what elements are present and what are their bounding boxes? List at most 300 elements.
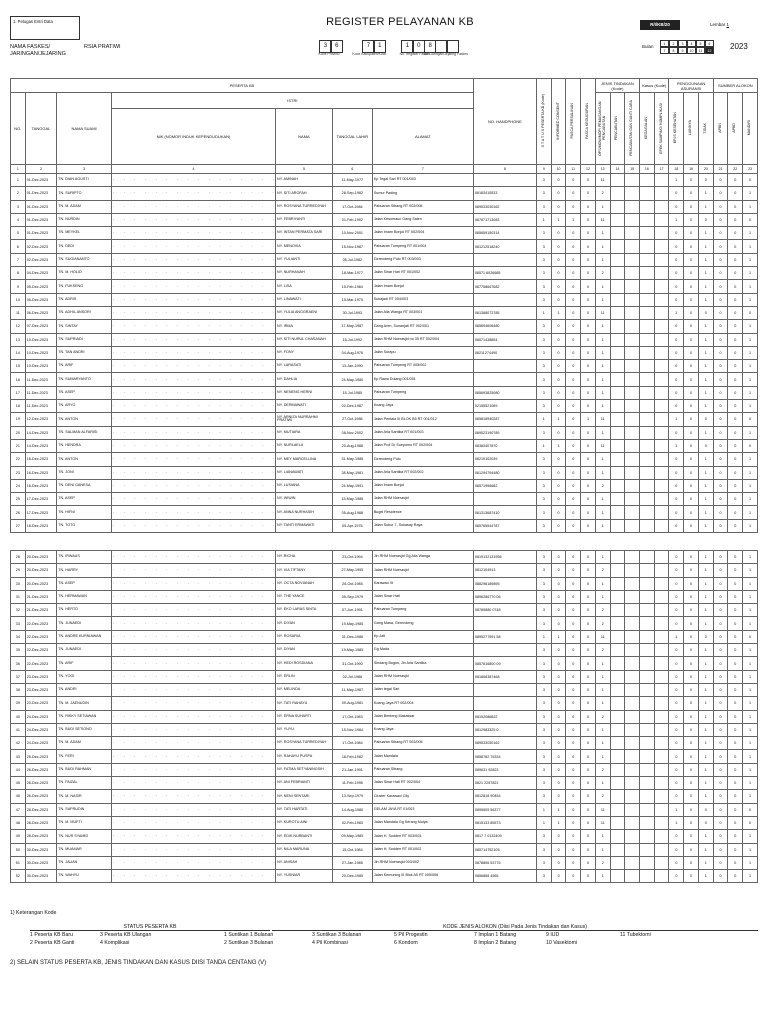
cell-pasca-keguguran: 0 [581, 187, 596, 200]
cell-kegagalan [640, 360, 655, 373]
nik-digit: · [198, 781, 200, 786]
nik-digit: · [208, 324, 211, 329]
cell-tidak: 1 [698, 843, 713, 856]
cell-no: 25 [11, 493, 26, 506]
nik-digit: · [123, 470, 125, 475]
table-row [11, 590, 758, 603]
cell-alamat: Jalan Subur 7, Sukasay Raya [372, 519, 473, 532]
cell-tidak: 0 [698, 439, 713, 452]
nik-digit: · [272, 781, 274, 786]
cell-efek [654, 200, 669, 213]
cell-ganti-cara [625, 240, 640, 253]
cell-apbn: 0 [713, 400, 728, 413]
nik-digit: · [230, 523, 232, 528]
cell-apbd: 0 [728, 683, 743, 696]
nik-digit: · [155, 674, 157, 679]
nik-digit: · [272, 417, 274, 422]
month-box: 5 [696, 40, 705, 47]
cell-status: 3 [536, 360, 551, 373]
cell-efek [654, 479, 669, 492]
cell-pemasangan: 1 [595, 750, 610, 763]
cell-no-hp: 0857816800 09 [473, 657, 536, 670]
cell-ganti-cara [625, 777, 640, 790]
table-row [11, 227, 758, 240]
nik-digit: · [219, 364, 221, 369]
cell-efek [654, 564, 669, 577]
cell-nama-suami: TN. NURDIN [57, 213, 112, 226]
cell-kegagalan [640, 386, 655, 399]
nik-digit: · [272, 510, 274, 515]
column-number: 4 [111, 165, 275, 174]
nik-digit: · [240, 834, 243, 839]
table-row [11, 683, 758, 696]
cell-tanggal: 02-Dec-2023 [25, 240, 57, 253]
nik-digit: · [112, 741, 115, 746]
cell-bpjs: 0 [669, 320, 684, 333]
cell-pencabutan [610, 333, 625, 346]
table-row [11, 816, 758, 829]
cell-informed: 1 [551, 816, 566, 829]
nik-digit: · [187, 430, 189, 435]
cell-pencabutan [610, 519, 625, 532]
nik-digit-boxes [112, 555, 275, 559]
nik-digit: · [155, 523, 157, 528]
cell-ganti-cara [625, 439, 640, 452]
cell-apbn: 0 [713, 453, 728, 466]
nik-digit: · [112, 821, 115, 826]
nik-digit: · [240, 470, 242, 475]
cell-no-hp: 085714752105 [473, 843, 536, 856]
cell-pemasangan: 1 [595, 506, 610, 519]
cell-apbd: 0 [728, 253, 743, 266]
cell-alamat: Jln RHM Noerasjid 003/002 [372, 856, 473, 869]
cell-status: 3 [537, 577, 552, 590]
cell-lainnya: 0 [684, 577, 699, 590]
nik-digit: · [155, 364, 157, 369]
table-row [11, 723, 758, 736]
nik-digit-boxes [112, 285, 275, 289]
bulan-grid [660, 40, 714, 54]
cell-no-hp: 0856858 4565 [473, 870, 536, 883]
nik-digit: · [176, 874, 179, 879]
nik-digit: · [230, 271, 232, 276]
cell-nik [111, 777, 275, 790]
cell-tanggal-lahir: 17-Oct-1984 [332, 737, 372, 750]
table-row [11, 777, 758, 790]
cell-status: 3 [537, 790, 552, 803]
nik-digit: · [144, 807, 147, 812]
nik-digit: · [144, 178, 147, 183]
cell-efek [654, 617, 669, 630]
nik-digit: · [262, 351, 264, 355]
cell-nama-suami: TN. BUDI RAHMAN [57, 763, 112, 776]
nik-digit: · [187, 581, 189, 586]
cell-pemasangan: 1 [595, 551, 610, 564]
cell-lainnya: 0 [684, 697, 699, 710]
cell-tidak: 1 [698, 466, 713, 479]
cell-pemasangan: 2 [595, 763, 610, 776]
nik-digit: · [155, 860, 157, 865]
cell-nama: NY. LISA [276, 280, 333, 293]
nik-digit: · [230, 608, 232, 613]
nik-digit: · [134, 404, 136, 409]
nik-digit: · [240, 337, 242, 342]
column-number: 18 [669, 165, 684, 174]
cell-lainnya: 0 [684, 843, 699, 856]
cell-nik [111, 683, 275, 696]
nik-digit: · [187, 794, 189, 799]
nik-digit: · [198, 741, 200, 746]
nik-digit: · [134, 337, 136, 342]
cell-alamat: Jalan Sinar Hari RT 001/002 [372, 267, 473, 280]
cell-no: 35 [11, 644, 26, 657]
cell-tidak: 1 [698, 670, 713, 683]
cell-bpjs: 0 [669, 253, 684, 266]
nik-digit-boxes [112, 378, 275, 382]
cell-pasca-persalinan: 0 [566, 750, 581, 763]
nik-digit-boxes [112, 808, 275, 812]
cell-informed: 0 [551, 493, 566, 506]
form-code-badge: R/I/KB/20 [640, 20, 680, 30]
cell-alamat: Jalan Alia Wanga RT 003/001 [372, 306, 473, 319]
cell-kegagalan [640, 790, 655, 803]
nik-digit: · [112, 781, 115, 786]
column-number: 21 [713, 165, 728, 174]
cell-lainnya: 0 [684, 750, 699, 763]
nik-digit: · [155, 781, 157, 786]
nik-digit: · [112, 470, 115, 475]
cell-ganti-cara [625, 723, 640, 736]
table-row [11, 519, 758, 532]
cell-pasca-keguguran: 0 [581, 466, 596, 479]
cell-informed: 1 [551, 803, 566, 816]
col-asuransi: PENGGUNAAN ASURANSI [669, 79, 713, 93]
nik-digit: · [219, 741, 221, 746]
column-number: 22 [728, 165, 743, 174]
nik-digit: · [198, 390, 200, 395]
cell-tanggal: 04-Dec-2023 [25, 267, 57, 280]
month-box: 7 [660, 47, 669, 54]
cell-nama-suami: TN. SALMAN ALFARISI [57, 426, 112, 439]
cell-tidak: 1 [698, 710, 713, 723]
cell-status: 3 [536, 493, 551, 506]
nik-digit: · [123, 430, 125, 435]
cell-pasca-keguguran: 1 [581, 413, 596, 426]
cell-tanggal: 16-Dec-2023 [25, 453, 57, 466]
cell-informed: 0 [551, 280, 566, 293]
cell-nik [111, 333, 275, 346]
nik-digit: · [112, 444, 115, 449]
nik-digit: · [123, 674, 125, 679]
nik-digit: · [144, 634, 147, 639]
nik-digit: · [134, 701, 136, 706]
nik-digit: · [251, 634, 253, 639]
nik-digit: · [230, 754, 232, 759]
cell-tanggal: 23-Dec-2023 [25, 683, 57, 696]
nik-digit: · [219, 621, 221, 626]
cell-status: 3 [537, 723, 552, 736]
nik-digit: · [262, 430, 264, 435]
nik-digit: · [208, 674, 211, 679]
cell-mandiri: 1 [743, 617, 758, 630]
cell-tanggal: 28-Dec-2023 [25, 803, 57, 816]
nik-digit: · [187, 284, 189, 289]
cell-status: 1 [536, 306, 551, 319]
cell-nama: NY. KUROTU AINI [276, 816, 333, 829]
nik-digit: · [208, 497, 211, 502]
cell-ganti-cara [625, 213, 640, 226]
nik-digit: · [155, 595, 157, 600]
cell-efek [654, 187, 669, 200]
cell-nama-suami: TN. ARIF [57, 657, 112, 670]
table-row [11, 604, 758, 617]
nik-digit: · [262, 821, 264, 826]
cell-pasca-keguguran: 0 [581, 267, 596, 280]
nik-digit: · [134, 457, 136, 462]
month-box: 4 [687, 40, 696, 47]
nik-digit: · [144, 244, 147, 249]
cell-apbd: 0 [728, 723, 743, 736]
nik-digit: · [166, 767, 168, 772]
nik-digit: · [112, 847, 115, 852]
nik-digit-boxes [112, 741, 275, 745]
cell-nik [111, 803, 275, 816]
cell-tanggal-lahir: 28-May-1981 [332, 466, 372, 479]
cell-tanggal: 17-Dec-2023 [25, 506, 57, 519]
col-kegagalan: KEGAGALAN [640, 93, 655, 165]
nik-digit: · [166, 595, 168, 600]
nik-digit: · [123, 608, 125, 613]
cell-no: 39 [11, 697, 26, 710]
month-box: 12 [705, 47, 714, 54]
nik-digit: · [187, 781, 189, 786]
cell-no-hp: 081313687410 [473, 506, 536, 519]
cell-alamat: Jalan RHM Noerasjid [372, 493, 473, 506]
cell-informed: 0 [551, 670, 566, 683]
cell-apbn: 0 [713, 466, 728, 479]
nik-digit: · [134, 807, 136, 812]
nik-digit: · [208, 741, 211, 746]
cell-apbn: 0 [713, 750, 728, 763]
cell-apbd: 0 [728, 213, 743, 226]
cell-ganti-cara [625, 187, 640, 200]
nik-digit: · [155, 297, 157, 302]
nik-digit: · [240, 581, 243, 586]
cell-ganti-cara [625, 577, 640, 590]
nik-digit: · [112, 204, 115, 209]
cell-apbd: 0 [728, 506, 743, 519]
cell-apbd: 0 [728, 737, 743, 750]
cell-informed: 0 [551, 253, 566, 266]
nik-digit: · [123, 218, 125, 223]
cell-ganti-cara [625, 293, 640, 306]
nik-digit-boxes [112, 524, 275, 528]
register-table-part2 [10, 550, 758, 883]
nik-digit: · [219, 523, 221, 528]
nik-digit: · [166, 404, 168, 409]
cell-tanggal-lahir: 11-Feb-1995 [332, 777, 372, 790]
nik-digit: · [198, 244, 200, 249]
cell-no: 27 [11, 519, 26, 532]
cell-tidak: 1 [698, 453, 713, 466]
cell-mandiri: 0 [743, 439, 758, 452]
cell-tanggal-lahir: 05-Sep-1979 [332, 590, 372, 603]
nik-digit: · [208, 218, 211, 223]
cell-apbd: 0 [728, 479, 743, 492]
nik-digit: · [144, 741, 147, 746]
nik-digit-boxes [112, 338, 275, 342]
cell-nik [111, 174, 275, 187]
cell-tidak: 1 [698, 723, 713, 736]
nik-digit: · [134, 377, 136, 382]
cell-apbd: 0 [728, 360, 743, 373]
cell-pasca-keguguran: 0 [581, 564, 596, 577]
cell-nama: NY. YUYU [276, 723, 333, 736]
nik-digit: · [198, 297, 200, 302]
cell-status: 3 [537, 843, 552, 856]
cell-nik [111, 790, 275, 803]
nik-digit: · [251, 191, 253, 196]
cell-status: 3 [537, 617, 552, 630]
nik-digit: · [262, 555, 264, 560]
cell-tanggal-lahir: 17-Oct-1984 [332, 200, 372, 213]
nik-digit: · [208, 807, 211, 812]
cell-tanggal-lahir: 19-May-1985 [332, 644, 372, 657]
nik-digit: · [155, 608, 157, 613]
cell-no: 46 [11, 790, 26, 803]
cell-efek [654, 506, 669, 519]
nik-digit: · [176, 351, 179, 355]
table-row [11, 763, 758, 776]
nik-digit: · [166, 377, 168, 382]
nik-digit: · [262, 444, 264, 449]
table-row [11, 213, 758, 226]
cell-mandiri: 1 [743, 519, 758, 532]
cell-pasca-keguguran: 0 [581, 333, 596, 346]
nik-digit: · [230, 688, 232, 693]
nik-digit: · [251, 284, 253, 289]
cell-ganti-cara [625, 697, 640, 710]
nik-digit: · [230, 834, 232, 839]
cell-apbd: 0 [728, 333, 743, 346]
nik-digit: · [272, 218, 274, 223]
table-row [11, 320, 758, 333]
cell-pencabutan [610, 803, 625, 816]
nik-digit-boxes [112, 768, 275, 772]
nik-digit: · [166, 781, 168, 786]
cell-pemasangan: 1 [595, 777, 610, 790]
cell-informed: 0 [551, 386, 566, 399]
nik-digit-boxes [112, 484, 275, 488]
nik-digit: · [251, 754, 253, 759]
cell-nama: NY. NURHANAH [276, 267, 333, 280]
cell-alamat: Pabuaran Sibang [372, 763, 473, 776]
nik-digit: · [240, 444, 242, 449]
nik-digit: · [208, 595, 211, 600]
nik-digit: · [112, 674, 115, 679]
cell-no-hp: 08383407870 [473, 439, 536, 452]
cell-ganti-cara [625, 253, 640, 266]
nik-digit: · [166, 390, 168, 395]
nik-digit: · [112, 595, 115, 600]
cell-pemasangan: 1 [595, 737, 610, 750]
cell-pemasangan: 1 [595, 200, 610, 213]
nik-digit: · [208, 860, 211, 865]
cell-mandiri: 1 [743, 723, 758, 736]
digit-box: 7 [362, 40, 374, 53]
nik-digit: · [208, 470, 211, 475]
nik-digit: · [251, 404, 253, 409]
cell-no: 41 [11, 723, 26, 736]
cell-pemasangan: 1 [595, 453, 610, 466]
nik-digit: · [123, 741, 125, 746]
nik-digit: · [240, 847, 243, 852]
cell-nama: NY. FATMA SETYANINGSIH [276, 763, 333, 776]
nik-digit: · [144, 674, 147, 679]
cell-nik [111, 479, 275, 492]
table-row [11, 830, 758, 843]
nik-digit: · [272, 191, 274, 196]
nik-digit: · [240, 648, 243, 653]
cell-apbd: 0 [728, 453, 743, 466]
cell-bpjs: 0 [669, 267, 684, 280]
cell-tidak: 1 [698, 293, 713, 306]
cell-tidak: 1 [698, 280, 713, 293]
cell-nama-suami: TN. ADRIS [57, 293, 112, 306]
cell-apbd: 0 [728, 777, 743, 790]
cell-nik [111, 227, 275, 240]
nik-digit: · [112, 297, 115, 302]
nik-digit: · [187, 497, 189, 502]
legend-kode-9: 9 IUD [546, 932, 560, 938]
nik-digit: · [144, 444, 147, 449]
nik-digit: · [208, 231, 211, 236]
cell-pencabutan [610, 439, 625, 452]
nik-digit: · [112, 714, 115, 719]
table-row [11, 346, 758, 359]
cell-status: 1 [537, 803, 552, 816]
nik-digit: · [262, 581, 264, 586]
cell-apbd: 0 [728, 630, 743, 643]
cell-pemasangan: 1 [595, 293, 610, 306]
cell-pasca-persalinan: 0 [566, 644, 581, 657]
cell-lainnya: 0 [684, 240, 699, 253]
cell-bpjs: 0 [669, 360, 684, 373]
nik-digit: · [251, 568, 253, 573]
cell-pencabutan [610, 187, 625, 200]
cell-lainnya: 0 [684, 564, 699, 577]
cell-kegagalan [640, 413, 655, 426]
cell-apbd: 0 [728, 493, 743, 506]
nik-digit: · [219, 351, 221, 355]
cell-informed: 0 [551, 373, 566, 386]
nik-digit-boxes [112, 258, 275, 262]
cell-status: 3 [537, 564, 552, 577]
cell-pemasangan: 11 [595, 803, 610, 816]
nik-digit: · [155, 634, 157, 639]
nik-digit: · [262, 457, 264, 462]
cell-lainnya: 0 [684, 466, 699, 479]
nik-digit: · [240, 794, 243, 799]
cell-nama-suami: TN. IRWAUS [57, 551, 112, 564]
cell-kegagalan [640, 346, 655, 359]
cell-pencabutan [610, 213, 625, 226]
nik-digit-boxes [112, 834, 275, 838]
cell-pasca-persalinan: 0 [566, 830, 581, 843]
nik-digit: · [134, 608, 136, 613]
cell-pemasangan: 1 [595, 697, 610, 710]
table-row [11, 856, 758, 869]
